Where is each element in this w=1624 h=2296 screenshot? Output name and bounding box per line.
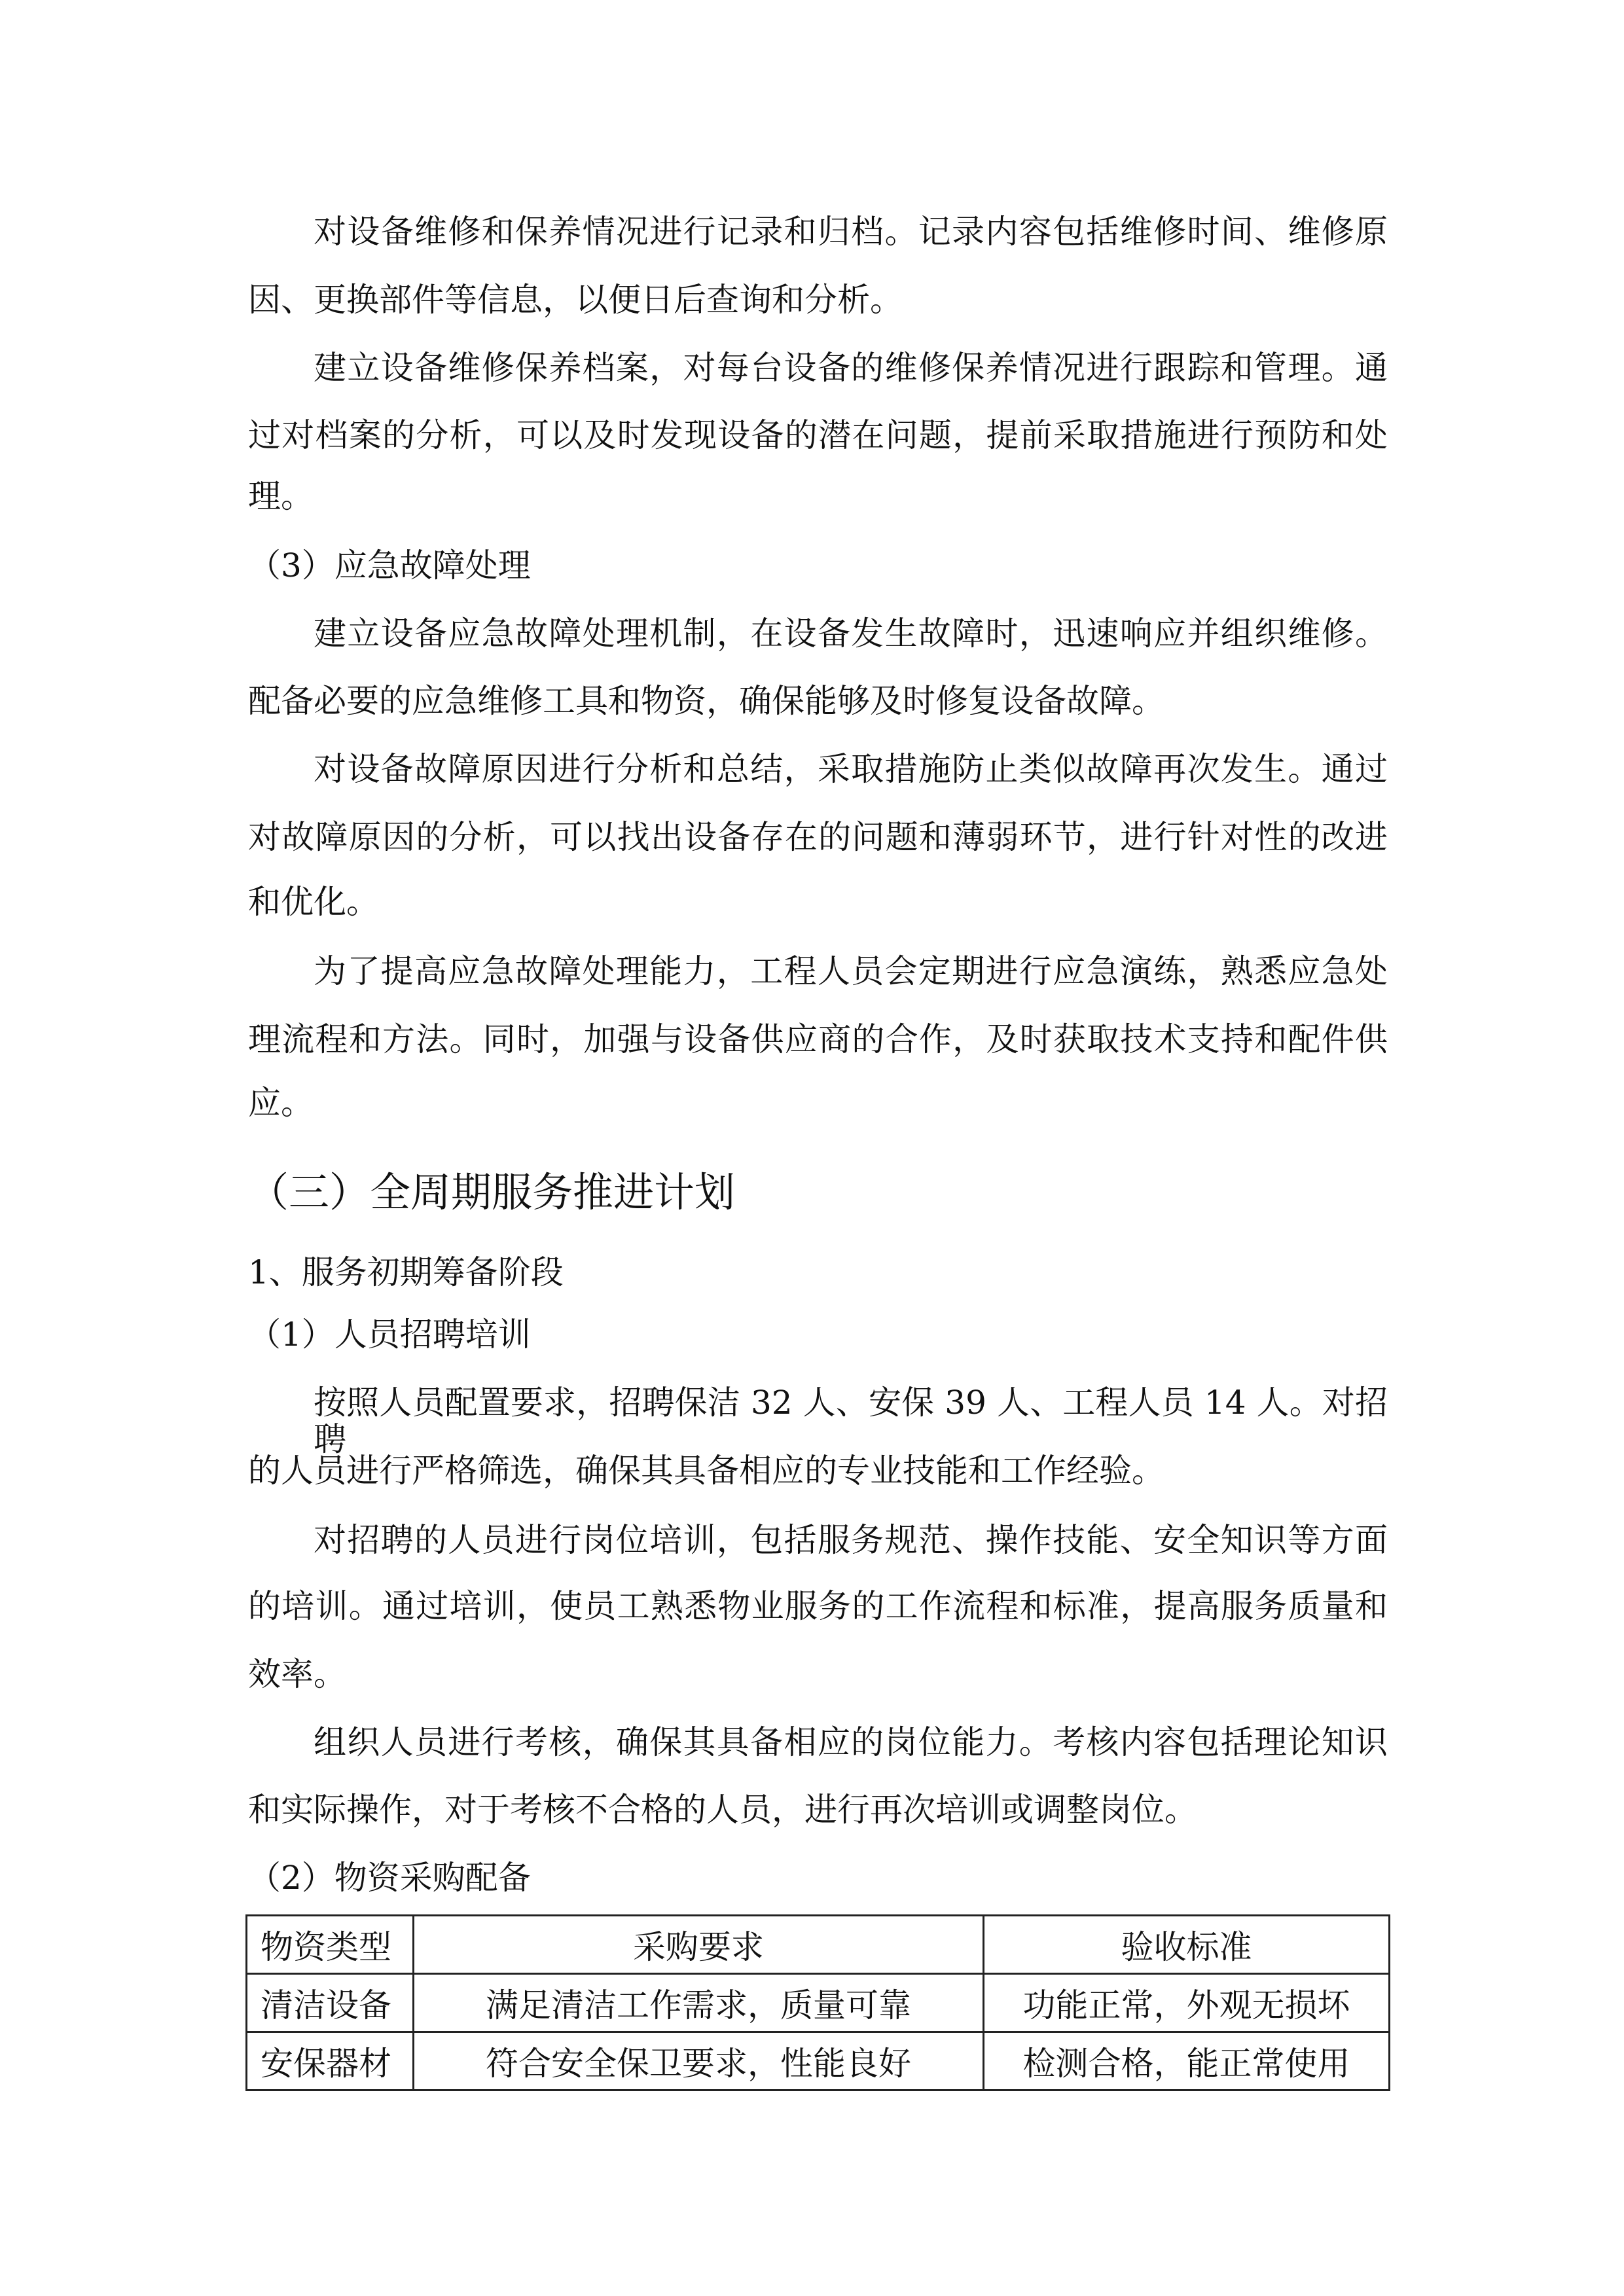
- paragraph-line: 过对档案的分析，可以及时发现设备的潜在问题，提前采取措施进行预防和处: [248, 416, 1388, 454]
- table-cell: 功能正常，外观无损坏: [984, 1974, 1390, 2032]
- subsection-heading: （2）物资采购配备: [248, 1859, 531, 1897]
- paragraph-line: 建立设备应急故障处理机制，在设备发生故障时，迅速响应并组织维修。: [314, 615, 1388, 653]
- paragraph-line: 的培训。通过培训，使员工熟悉物业服务的工作流程和标准，提高服务质量和: [248, 1587, 1388, 1625]
- table-row: [247, 2032, 1390, 2090]
- paragraph-line: 理。: [248, 477, 314, 515]
- table-cell: 符合安全保卫要求，性能良好: [414, 2032, 984, 2090]
- header-cell: 验收标准: [984, 1916, 1390, 1974]
- table-cell: 满足清洁工作需求，质量可靠: [414, 1974, 984, 2032]
- paragraph-line: 理流程和方法。同时，加强与设备供应商的合作，及时获取技术支持和配件供: [248, 1020, 1388, 1058]
- paragraph-line: 应。: [248, 1084, 314, 1122]
- paragraph-line: 的人员进行严格筛选，确保其具备相应的专业技能和工作经验。: [248, 1452, 1164, 1490]
- step-heading: 1、服务初期筹备阶段: [248, 1253, 564, 1291]
- paragraph-line: 因、更换部件等信息，以便日后查询和分析。: [248, 281, 903, 319]
- paragraph-line: 效率。: [248, 1655, 346, 1693]
- section-heading: （三）全周期服务推进计划: [248, 1168, 736, 1216]
- paragraph-line: 和优化。: [248, 883, 379, 921]
- header-cell: 采购要求: [414, 1916, 984, 1974]
- materials-procurement-table: [245, 1914, 1390, 2091]
- table-row: [247, 1974, 1390, 2032]
- header-cell: 物资类型: [247, 1916, 414, 1974]
- paragraph-line: 为了提高应急故障处理能力，工程人员会定期进行应急演练，熟悉应急处: [314, 952, 1388, 990]
- subsection-heading: （1）人员招聘培训: [248, 1316, 531, 1354]
- subsection-heading: （3）应急故障处理: [248, 547, 531, 584]
- paragraph-line: 组织人员进行考核，确保其具备相应的岗位能力。考核内容包括理论知识: [314, 1723, 1388, 1761]
- table-header-row: [247, 1916, 1390, 1974]
- paragraph-line: 对设备维修和保养情况进行记录和归档。记录内容包括维修时间、维修原: [314, 213, 1388, 251]
- table-cell: 安保器材: [247, 2032, 414, 2090]
- table-cell: 检测合格，能正常使用: [984, 2032, 1390, 2090]
- table-cell: 清洁设备: [247, 1974, 414, 2032]
- paragraph-line: 按照人员配置要求，招聘保洁 32 人、安保 39 人、工程人员 14 人。对招聘: [314, 1384, 1388, 1458]
- paragraph-line: 对故障原因的分析，可以找出设备存在的问题和薄弱环节，进行针对性的改进: [248, 818, 1388, 856]
- paragraph-line: 建立设备维修保养档案，对每台设备的维修保养情况进行跟踪和管理。通: [314, 349, 1388, 387]
- paragraph-line: 对设备故障原因进行分析和总结，采取措施防止类似故障再次发生。通过: [314, 750, 1388, 788]
- paragraph-line: 配备必要的应急维修工具和物资，确保能够及时修复设备故障。: [248, 682, 1164, 720]
- paragraph-line: 和实际操作，对于考核不合格的人员，进行再次培训或调整岗位。: [248, 1791, 1197, 1829]
- paragraph-line: 对招聘的人员进行岗位培训，包括服务规范、操作技能、安全知识等方面: [314, 1521, 1388, 1559]
